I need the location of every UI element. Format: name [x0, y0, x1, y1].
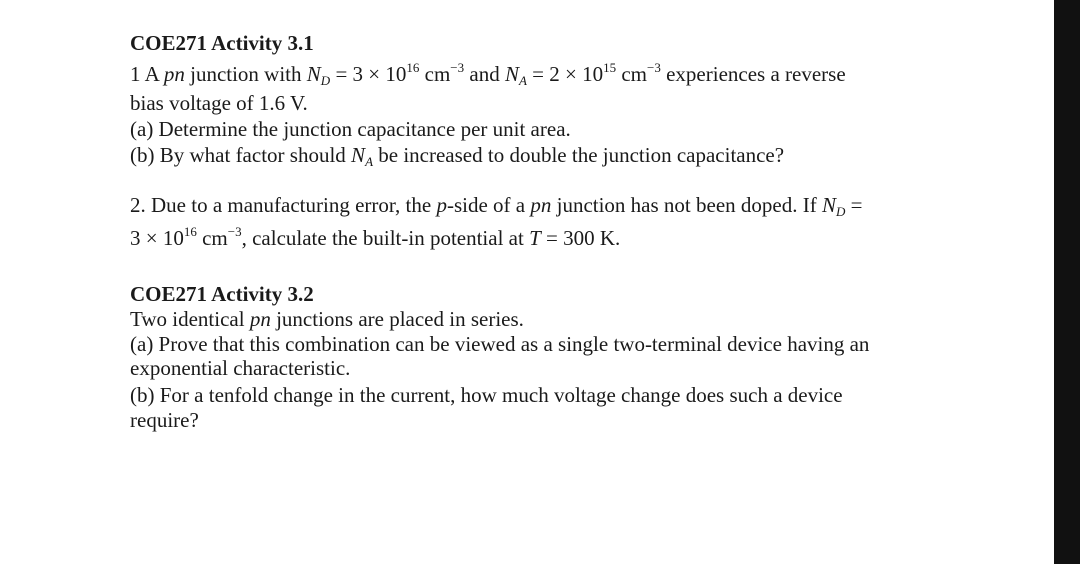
right-edge-bar — [1054, 0, 1080, 564]
problem-1-text: junction with — [190, 62, 302, 86]
nd-unit: cm — [424, 62, 451, 86]
p-term: p — [436, 193, 447, 217]
problem-2-mid: -side of a — [446, 193, 526, 217]
nd-exponent: 16 — [183, 224, 197, 239]
temperature-symbol: T — [529, 226, 541, 250]
problem-1-number: 1 A — [130, 62, 159, 86]
nd-subscript: D — [835, 204, 846, 219]
problem-1-text-tail: experiences a reverse — [666, 62, 846, 86]
conjunction-text: and — [469, 62, 500, 86]
na-symbol: N — [504, 62, 519, 86]
na-subscript: A — [365, 154, 374, 169]
problem-2-text: junction has not been doped. If — [556, 193, 817, 217]
pn-term: pn — [163, 62, 185, 86]
problem-1-part-a: (a) Determine the junction capacitance per unit area. — [130, 117, 571, 141]
nd-unit: cm — [202, 226, 228, 250]
problem-2-question: , calculate the built-in potential at — [241, 226, 524, 250]
nd-unit-exponent: −3 — [450, 60, 465, 75]
activity-2-part-b-line-2: require? — [130, 408, 199, 432]
pn-term: pn — [249, 307, 271, 331]
problem-2-lead: 2. Due to a manufacturing error, the — [130, 193, 432, 217]
nd-exponent: 16 — [406, 60, 420, 75]
nd-symbol: N — [306, 62, 321, 86]
pn-term: pn — [530, 193, 552, 217]
nd-value: = 3 × 10 — [335, 62, 407, 86]
na-subscript: A — [518, 73, 527, 88]
na-unit-exponent: −3 — [647, 60, 661, 75]
nd-subscript: D — [320, 73, 331, 88]
temperature-value: = 300 K. — [546, 226, 621, 250]
nd-value: 3 × 10 — [130, 226, 184, 250]
activity-2-text: junctions are placed in series. — [276, 307, 524, 331]
part-b-tail: be increased to double the junction capacitance? — [378, 143, 785, 167]
problem-2-line-2 — [130, 225, 620, 254]
na-symbol: N — [351, 143, 366, 167]
problem-2-line-1 — [130, 192, 862, 221]
na-value: = 2 × 10 — [532, 62, 604, 86]
activity-3-2-heading: COE271 Activity 3.2 — [130, 282, 314, 306]
problem-1-line-2: bias voltage of 1.6 V. — [130, 91, 308, 115]
na-exponent: 15 — [603, 60, 617, 75]
activity-2-part-a-line-2: exponential characteristic. — [130, 356, 351, 380]
na-unit: cm — [621, 62, 648, 86]
problem-1-part-b — [130, 142, 784, 171]
activity-2-part-a-line-1: (a) Prove that this combination can be viewed as a single two-terminal device having an — [130, 332, 870, 356]
equals-sign: = — [850, 193, 863, 217]
activity-2-line-1 — [130, 306, 524, 332]
part-b-lead: (b) By what factor should — [130, 143, 346, 167]
nd-unit-exponent: −3 — [227, 224, 242, 239]
problem-1-line-1 — [130, 61, 846, 90]
activity-2-lead: Two identical — [130, 307, 245, 331]
activity-2-part-b-line-1: (b) For a tenfold change in the current, how much voltage change does such a device — [130, 383, 843, 407]
activity-3-1-heading: COE271 Activity 3.1 — [130, 31, 314, 55]
nd-symbol: N — [821, 193, 836, 217]
